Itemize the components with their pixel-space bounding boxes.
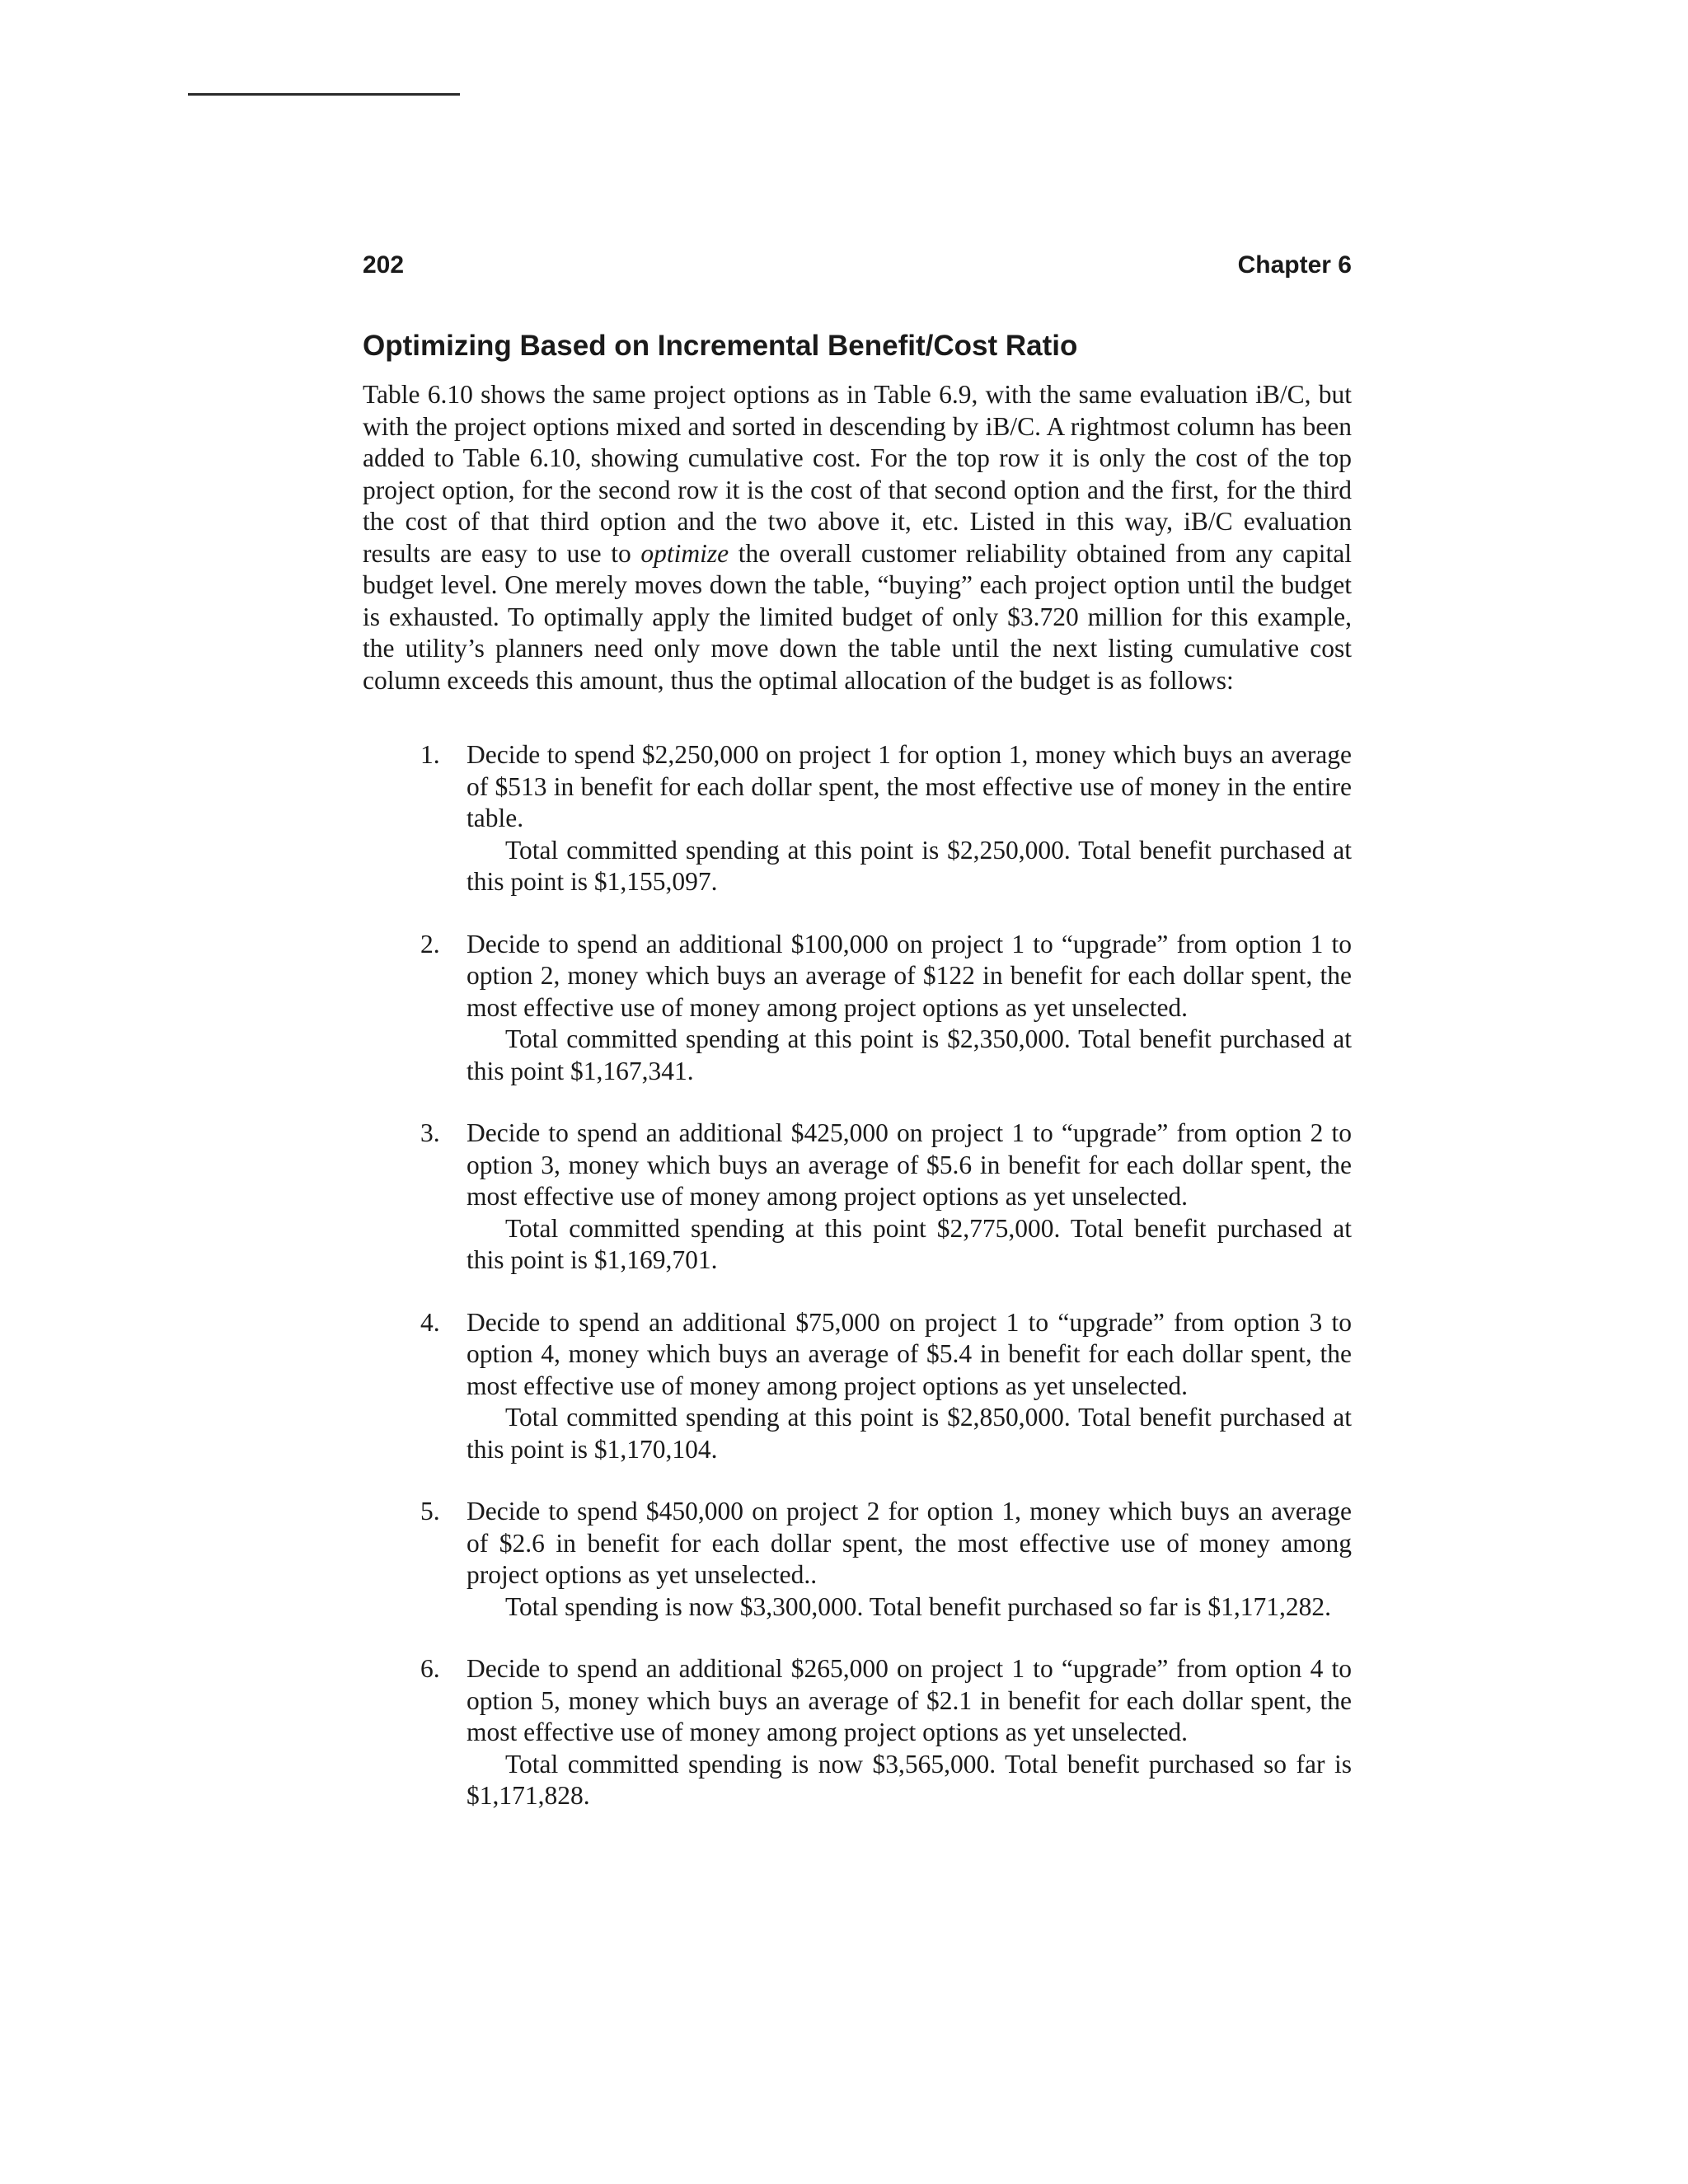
- step-text: Decide to spend $2,250,000 on project 1 for option 1, money which buys an average of $513 in benefit for each dollar spent, the most effective use of money in the entire table.: [467, 740, 1352, 832]
- step-number: 6.: [420, 1654, 440, 1683]
- intro-text-end: the overall customer reliability obtained from any capital budget level. One merely moves down the table, “buying” each project option until the budget is exhausted. To optimally apply the limited budget of only $3.720 million for this example, the utility’s planners need only move down the table until the next listing cumulative cost column exceeds this amount, thus the optimal allocation of the budget is as follows:: [363, 538, 1352, 695]
- intro-emphasis: optimize: [640, 538, 729, 568]
- list-item: [363, 739, 1352, 898]
- chapter-label: Chapter 6: [1237, 251, 1352, 279]
- step-text: Decide to spend an additional $265,000 on project 1 to “upgrade” from option 4 to option 5, money which buys an average of $2.1 in benefit for each dollar spent, the most effective use of money among project options as yet unselected.: [467, 1654, 1352, 1746]
- step-total: Total committed spending at this point is $2,350,000. Total benefit purchased at this point $1,167,341.: [467, 1024, 1352, 1085]
- running-head: [363, 251, 1352, 293]
- list-item: [363, 1118, 1352, 1277]
- list-item: [363, 929, 1352, 1088]
- page-number: 202: [363, 251, 405, 279]
- list-item: [363, 1307, 1352, 1466]
- intro-text-start: Table 6.10 shows the same project options as in Table 6.9, with the same evaluation iB/C, but with the project options mixed and sorted in descending by iB/C. A rightmost column has been added to Table 6.10, showing cumulative cost. For the top row it is only the cost of the top project option, for the second row it is the cost of that second option and the first, for the third the cost of that third option and the two above it, etc. Listed in this way, iB/C evaluation results are easy to use to: [363, 380, 1352, 568]
- step-text: Decide to spend an additional $100,000 on project 1 to “upgrade” from option 1 to option 2, money which buys an average of $122 in benefit for each dollar spent, the most effective use of money among project options as yet unselected.: [467, 929, 1352, 1022]
- step-number: 5.: [420, 1497, 440, 1526]
- step-number: 3.: [420, 1118, 440, 1147]
- step-text: Decide to spend an additional $75,000 on project 1 to “upgrade” from option 3 to option 4, money which buys an average of $5.4 in benefit for each dollar spent, the most effective use of money among project options as yet unselected.: [467, 1307, 1352, 1400]
- list-item: [363, 1496, 1352, 1623]
- step-number: 4.: [420, 1307, 440, 1337]
- step-total: Total committed spending is now $3,565,000. Total benefit purchased so far is $1,171,828.: [467, 1749, 1352, 1810]
- step-total: Total committed spending at this point is $2,250,000. Total benefit purchased at this point is $1,155,097.: [467, 835, 1352, 896]
- intro-paragraph: [363, 379, 1352, 696]
- step-text: Decide to spend an additional $425,000 on project 1 to “upgrade” from option 2 to option 3, money which buys an average of $5.6 in benefit for each dollar spent, the most effective use of money among project options as yet unselected.: [467, 1118, 1352, 1211]
- step-total: Total committed spending at this point $2,775,000. Total benefit purchased at this point is $1,169,701.: [467, 1213, 1352, 1274]
- step-text: Decide to spend $450,000 on project 2 for option 1, money which buys an average of $2.6 in benefit for each dollar spent, the most effective use of money among project options as yet unselected..: [467, 1497, 1352, 1589]
- step-number: 2.: [420, 929, 440, 958]
- top-rule: [188, 93, 460, 96]
- step-number: 1.: [420, 740, 440, 769]
- step-total: Total committed spending at this point is $2,850,000. Total benefit purchased at this point is $1,170,104.: [467, 1403, 1352, 1464]
- budget-allocation-steps: [363, 739, 1352, 1843]
- section-heading: Optimizing Based on Incremental Benefit/Cost Ratio: [363, 330, 1078, 362]
- list-item: [363, 1653, 1352, 1812]
- step-total: Total spending is now $3,300,000. Total benefit purchased so far is $1,171,282.: [505, 1591, 1331, 1621]
